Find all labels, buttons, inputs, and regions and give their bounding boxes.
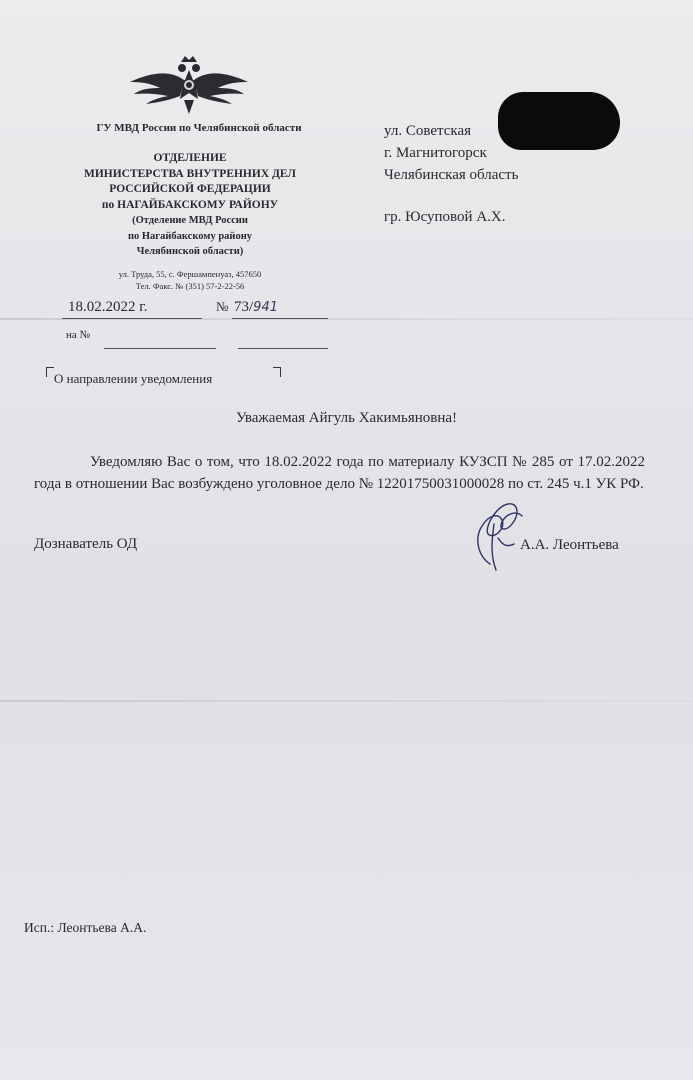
department-line: (Отделение МВД России — [132, 215, 248, 226]
number-underline — [232, 318, 328, 319]
salutation: Уважаемая Айгуль Хакимьяновна! — [235, 410, 458, 426]
date-underline — [62, 318, 202, 319]
paper-fold-bottom — [0, 700, 693, 702]
department-line: МИНИСТЕРСТВА ВНУТРЕННИХ ДЕЛ — [83, 167, 297, 180]
department-contacts — [60, 268, 320, 292]
redaction-mark — [498, 92, 620, 150]
recipient-region: Челябинская область — [384, 167, 519, 183]
body-paragraph — [34, 451, 645, 495]
reply-to-label: на № — [66, 329, 91, 341]
document-number — [234, 299, 278, 316]
department-phone: Тел. Факс. № (351) 57-2-22-56 — [135, 281, 245, 291]
subject-bracket-left — [46, 367, 54, 377]
department-block — [40, 151, 340, 260]
department-address: ул. Труда, 55, с. Фершампенуаз, 457650 — [118, 269, 262, 279]
department-line: по Нагайбакскому району — [127, 230, 253, 242]
department-line: РОССИЙСКОЙ ФЕДЕРАЦИИ — [109, 183, 271, 195]
police-emblem-icon — [126, 52, 252, 118]
executor-line: Исп.: Леонтьева А.А. — [24, 920, 147, 935]
subject-bracket-right — [273, 367, 281, 377]
signer-position: Дознаватель ОД — [34, 536, 138, 552]
recipient-street: ул. Советская — [384, 123, 471, 139]
number-sign: № — [216, 299, 229, 314]
subject-line: О направлении уведомления — [54, 371, 213, 386]
recipient-city: г. Магнитогорск — [384, 145, 487, 161]
department-line: Челябинской области) — [136, 246, 244, 257]
department-line: по НАГАЙБАКСКОМУ РАЙОНУ — [101, 198, 279, 211]
number-handwritten: 941 — [253, 300, 278, 315]
recipient-name: гр. Юсуповой А.Х. — [384, 209, 506, 225]
document-date: 18.02.2022 г. — [68, 299, 148, 315]
reply-to-line — [104, 348, 216, 349]
agency-name: ГУ МВД России по Челябинской области — [96, 122, 302, 134]
department-line: ОТДЕЛЕНИЕ — [153, 152, 227, 164]
signature-mark — [468, 494, 530, 572]
recipient-block — [384, 120, 518, 228]
body-text: Уведомляю Вас о том, что 18.02.2022 года по материалу КУЗСП № 285 от 17.02.2022 года в отношении Вас возбуждено уголовное дело № 12201750031000028 по ст. 245 ч.1 УК РФ. — [34, 454, 645, 492]
reply-to-line — [238, 348, 328, 349]
number-printed: 73/ — [234, 299, 254, 315]
signer-name: А.А. Леонтьева — [520, 537, 619, 553]
